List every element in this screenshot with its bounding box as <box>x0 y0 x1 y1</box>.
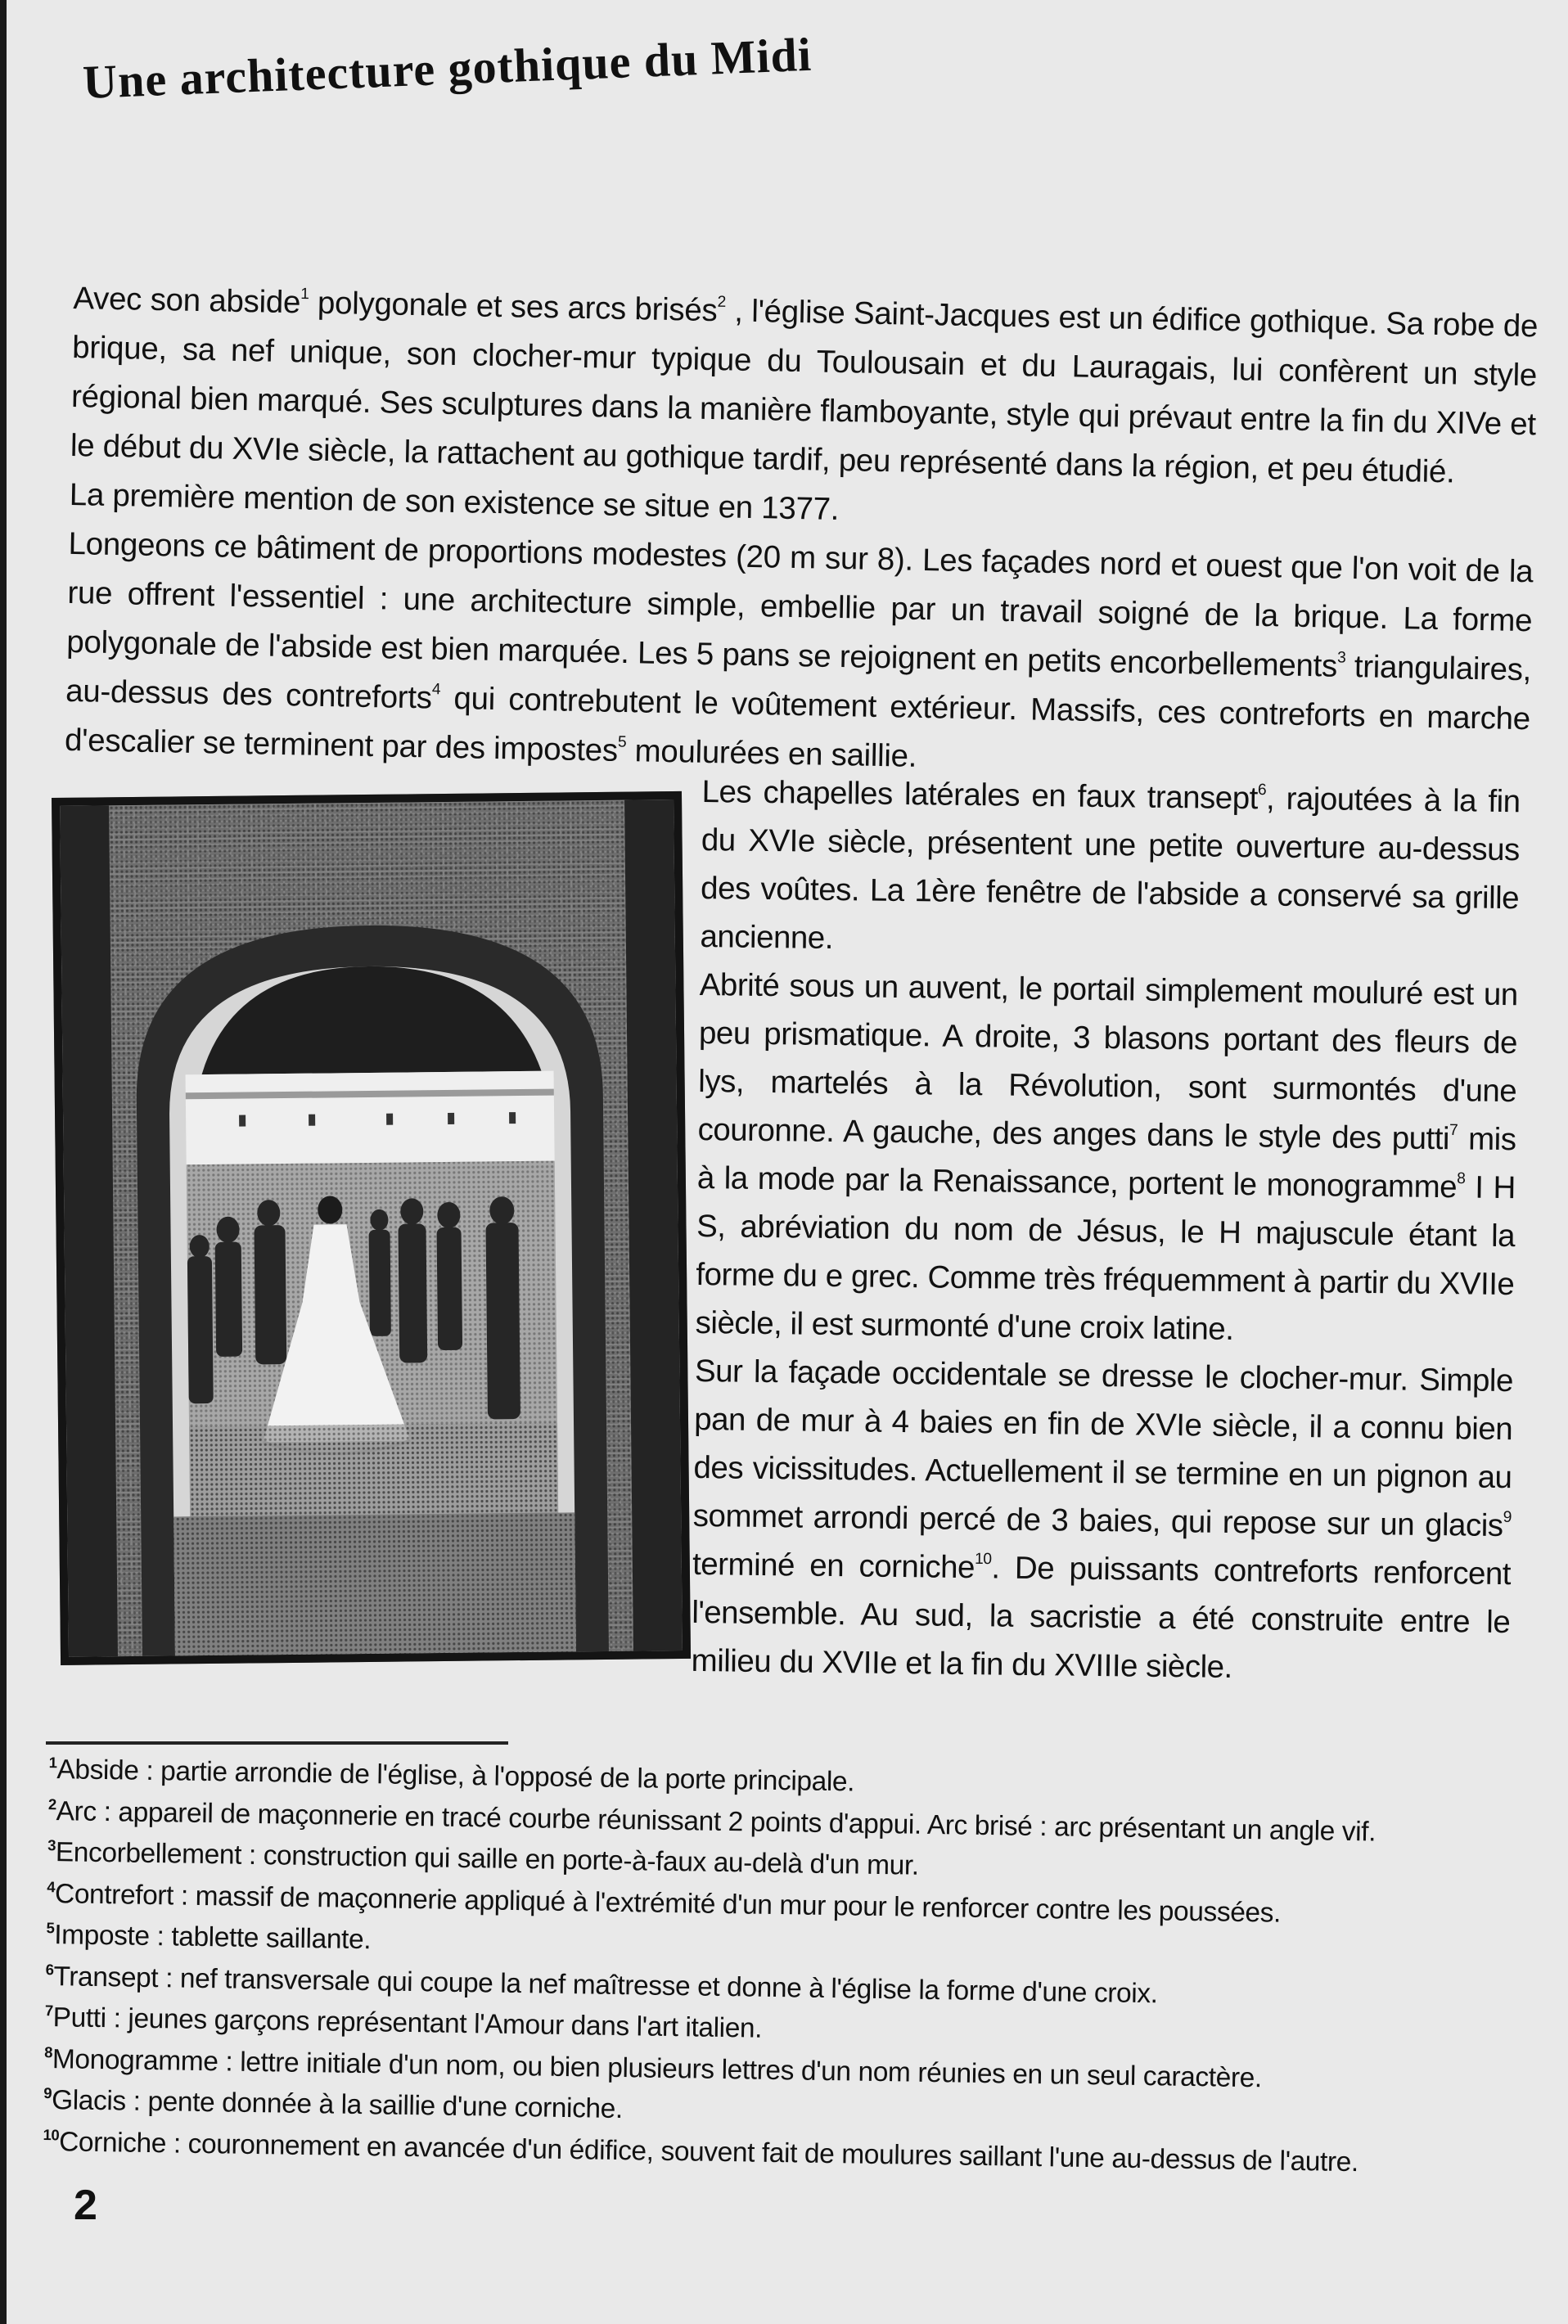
footnote-text: Corniche : couronnement en avancée d'un édifice, souvent fait de moulures saillant l'une au-dessus de l'autre. <box>58 2126 1359 2178</box>
column-paragraph <box>695 961 1518 1357</box>
column-paragraph <box>700 768 1521 971</box>
text-run: , rajoutées à la fin du XVIe siècle, présentent une petite ouverture au-dessus des voûtes. La 1ère fenêtre de l'abside a conservé sa grille ancienne. <box>700 781 1521 956</box>
footnote-ref: 4 <box>431 681 441 699</box>
footnote-text: Imposte : tablette saillante. <box>53 1920 372 1956</box>
text-run: Sur la façade occidentale se dresse le clocher-mur. Simple pan de mur à 4 baies en fin de XVIe siècle, il a connu bien des vicissitudes. Actuellement il se termine en un pignon au sommet arrondi percé de 3 baies, qui repose sur un glacis <box>692 1353 1514 1544</box>
footnote-number: 8 <box>44 2043 53 2061</box>
intro-paragraph <box>70 274 1538 498</box>
footnote-ref: 1 <box>300 286 309 304</box>
text-run: I H S, abréviation du nom de Jésus, le H majuscule étant la forme du e grec. Comme très fréquemment à partir du XVIIe siècle, il est surmonté d'une croix latine. <box>695 1169 1516 1347</box>
text-run: mis à la mode par la Renaissance, portent le monogramme <box>696 1121 1516 1205</box>
text-run: terminé en corniche <box>692 1546 975 1586</box>
footnote-ref: 6 <box>1257 781 1267 799</box>
footnote-number: 3 <box>47 1836 56 1854</box>
footnote-ref: 2 <box>717 293 727 311</box>
footnote-number: 5 <box>46 1919 55 1937</box>
footnote-text: Transept : nef transversale qui coupe la nef maîtresse et donne à l'église la forme d'une croix. <box>53 1961 1158 2009</box>
intro-text <box>64 274 1538 793</box>
footnote-ref: 9 <box>1503 1508 1512 1526</box>
footnote-text: Glacis : pente donnée à la saillie d'une corniche. <box>51 2085 624 2125</box>
text-run: Avec son abside <box>73 280 301 321</box>
text-run: Longeons ce bâtiment de proportions modestes (20 m sur 8). Les façades nord et ouest que l'on voit de la rue offrent l'essentiel : une architecture simple, embellie par un travail soigné de la brique. La forme polygonale de l'abside est bien marquée. Les 5 pans se rejoignent en petits encorbellements <box>65 525 1534 684</box>
footnote-text: Abside : partie arrondie de l'église, à l'opposé de la porte principale. <box>56 1754 855 1798</box>
footnote-text: Contrefort : massif de maçonnerie appliqué à l'extrémité d'un mur pour le renforcer contre les poussées. <box>54 1878 1282 1929</box>
text-run: Les chapelles latérales en faux transept <box>701 773 1259 817</box>
text-run: Abrité sous un auvent, le portail simplement mouluré est un peu prismatique. A droite, 3 blasons portant des fleurs de lys, martelés à la Révolution, sont surmontés d'une couronne. A gauche, des anges dans le style des putti <box>697 966 1518 1157</box>
text-run: qui contrebutent le voûtement extérieur. Massifs, ces contreforts en marche d'escalier se terminent par des impostes <box>64 680 1531 768</box>
footnote-text: Putti : jeunes garçons représentant l'Amour dans l'art italien. <box>52 2002 763 2044</box>
page-title: Une architecture gothique du Midi <box>82 27 813 109</box>
text-run: . De puissants contreforts renforcent l'ensemble. Au sud, la sacristie a été construite entre le milieu du XVIIe et la fin du XVIIIe siècle. <box>691 1550 1512 1685</box>
footnote-divider <box>46 1741 508 1745</box>
footnote-number: 9 <box>43 2084 52 2102</box>
footnote-text: Arc : appareil de maçonnerie en tracé courbe réunissant 2 points d'appui. Arc brisé : arc présentant un angle vif. <box>56 1795 1377 1847</box>
footnote-number: 4 <box>47 1877 56 1895</box>
text-run: La première mention de son existence se situe en 1377. <box>69 476 840 528</box>
text-run: polygonale et ses arcs brisés <box>309 285 718 329</box>
page-number: 2 <box>74 2182 97 2229</box>
footnotes <box>43 1750 1522 2186</box>
column-paragraph <box>691 1347 1513 1695</box>
footnote-ref: 5 <box>617 733 627 751</box>
footnote-number: 2 <box>47 1795 56 1813</box>
right-column-text <box>691 768 1521 1695</box>
footnote-ref: 8 <box>1457 1169 1466 1188</box>
document-page <box>7 0 1568 2324</box>
text-run: , l'église Saint-Jacques est un édifice gothique. Sa robe de brique, sa nef unique, son clocher-mur typique du Toulousain et du Lauragais, lui confèrent un style régional bien marqué. Ses sculptures dans la manière flamboyante, style qui prévaut entre la fin du XIVe et le début du XVIe siècle, la rattachent au gothique tardif, peu représenté dans la région, et peu étudié. <box>70 293 1539 490</box>
church-portal-photo <box>52 791 691 1665</box>
footnote-number: 7 <box>44 2002 54 2020</box>
footnote-number: 6 <box>45 1960 54 1978</box>
footnote-ref: 3 <box>1336 649 1346 667</box>
footnote-text: Encorbellement : construction qui saille en porte-à-faux au-delà d'un mur. <box>55 1837 920 1881</box>
footnote-text: Monogramme : lettre initiale d'un nom, ou bien plusieurs lettres d'un nom réunies en un seul caractère. <box>52 2043 1263 2093</box>
footnote-number: 1 <box>48 1754 57 1772</box>
text-run: moulurées en saillie. <box>625 733 917 774</box>
footnote-ref: 10 <box>975 1550 992 1569</box>
footnote-number: 10 <box>43 2125 60 2143</box>
wedding-photo-image <box>60 799 683 1657</box>
text-run: triangulaires, au-dessus des contreforts <box>65 648 1532 716</box>
intro-paragraph <box>64 520 1533 793</box>
footnote-ref: 7 <box>1449 1121 1458 1140</box>
